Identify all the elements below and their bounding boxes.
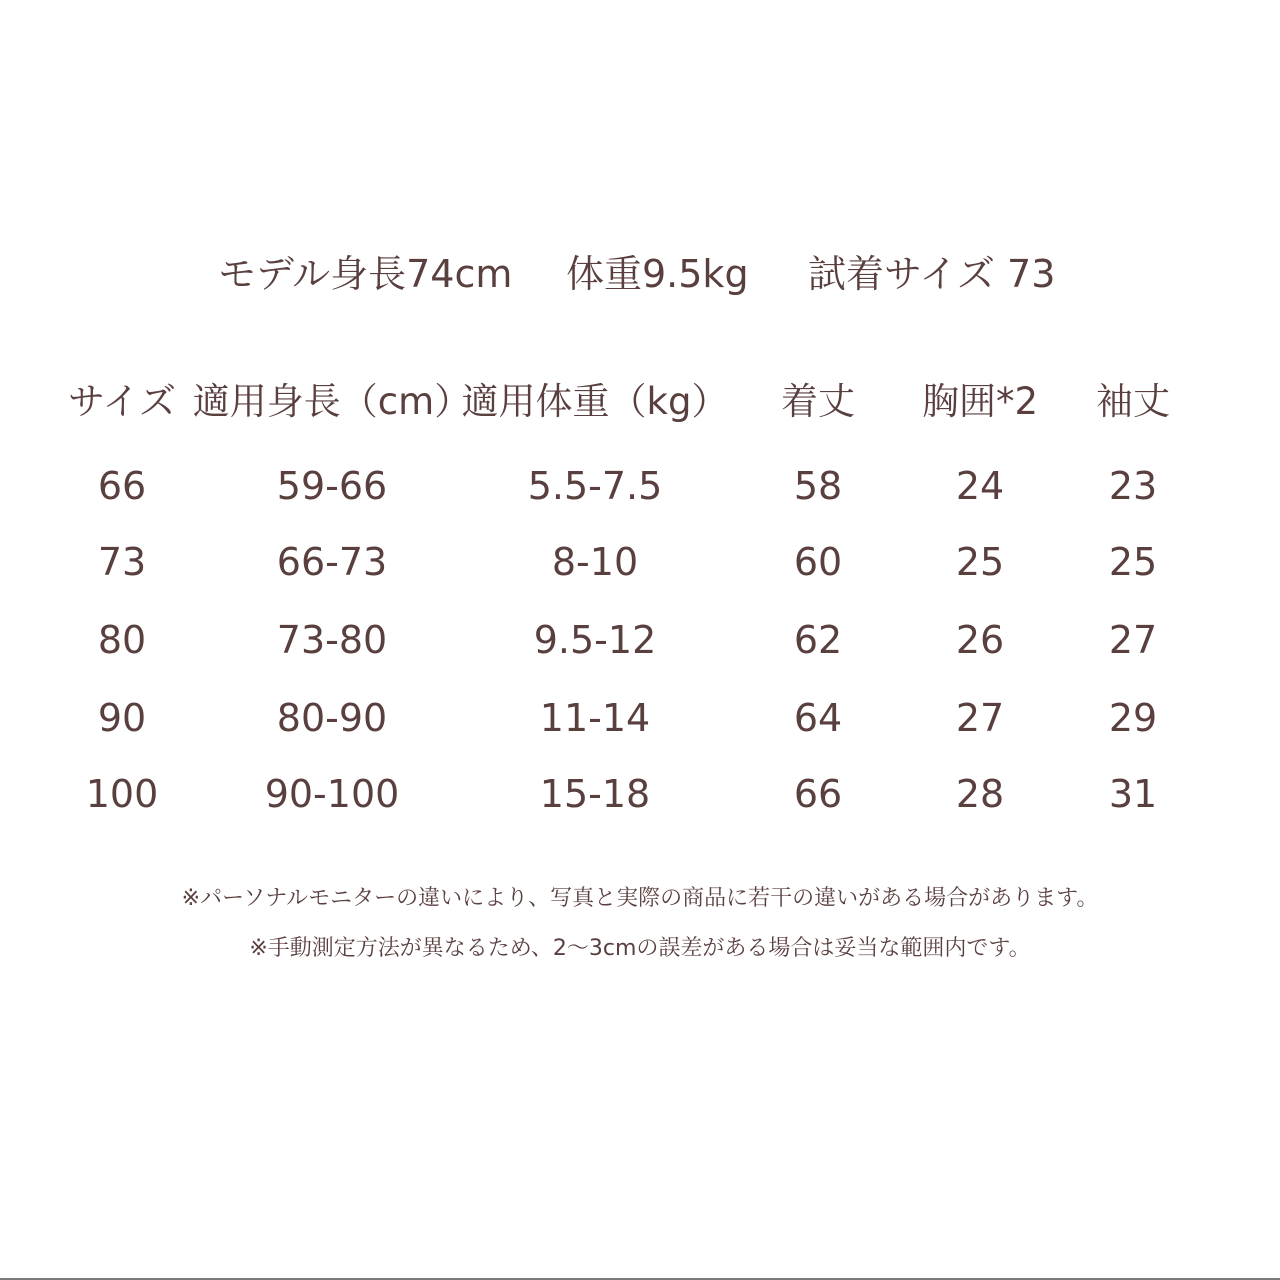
model-height: モデル身長74cm (218, 252, 513, 296)
table-cell-chest: 25 (955, 540, 1005, 584)
model-weight: 体重9.5kg (566, 252, 749, 296)
table-cell-sleeve: 27 (1108, 618, 1158, 662)
header-sleeve: 袖丈 (1096, 380, 1170, 423)
table-cell-height-range: 73-80 (276, 618, 388, 662)
table-cell-height-range: 59-66 (276, 464, 388, 508)
header-size: サイズ (67, 380, 177, 423)
header-height: 適用身長（cm） (192, 380, 472, 423)
table-cell-size: 66 (97, 464, 147, 508)
table-cell-height-range: 66-73 (276, 540, 388, 584)
table-cell-size: 73 (97, 540, 147, 584)
table-cell-weight-range: 15-18 (539, 772, 651, 816)
table-cell-chest: 27 (955, 696, 1005, 740)
table-cell-weight-range: 5.5-7.5 (527, 464, 663, 508)
table-cell-size: 90 (97, 696, 147, 740)
header-length: 着丈 (781, 380, 855, 423)
table-cell-chest: 24 (955, 464, 1005, 508)
table-cell-weight-range: 9.5-12 (533, 618, 657, 662)
table-cell-height-range: 90-100 (264, 772, 400, 816)
table-cell-length: 60 (793, 540, 843, 584)
table-cell-length: 58 (793, 464, 843, 508)
table-cell-chest: 26 (955, 618, 1005, 662)
table-cell-size: 80 (97, 618, 147, 662)
note-measurement-error: ※手動測定方法が異なるため、2～3cmの誤差がある場合は妥当な範囲内です。 (249, 936, 1031, 961)
table-cell-sleeve: 31 (1108, 772, 1158, 816)
table-cell-size: 100 (85, 772, 159, 816)
table-cell-length: 64 (793, 696, 843, 740)
table-cell-sleeve: 23 (1108, 464, 1158, 508)
table-cell-sleeve: 29 (1108, 696, 1158, 740)
table-cell-weight-range: 11-14 (539, 696, 651, 740)
table-cell-length: 66 (793, 772, 843, 816)
table-cell-chest: 28 (955, 772, 1005, 816)
header-chest: 胸囲*2 (921, 380, 1039, 423)
table-cell-weight-range: 8-10 (551, 540, 639, 584)
model-trial-size: 試着サイズ 73 (808, 252, 1056, 296)
header-weight: 適用体重（kg） (461, 380, 729, 423)
table-cell-sleeve: 25 (1108, 540, 1158, 584)
table-cell-length: 62 (793, 618, 843, 662)
table-cell-height-range: 80-90 (276, 696, 388, 740)
note-monitor-difference: ※パーソナルモニターの違いにより、写真と実際の商品に若干の違いがある場合があります。 (181, 886, 1099, 911)
